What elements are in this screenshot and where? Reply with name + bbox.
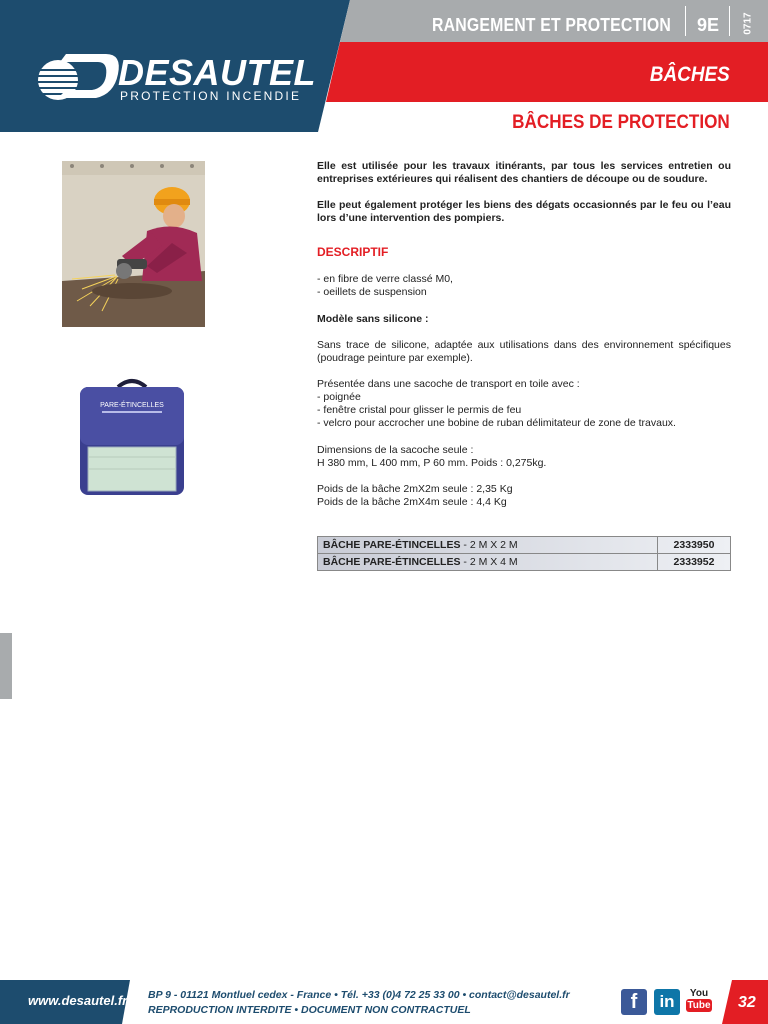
header-divider <box>729 6 730 36</box>
worker-grinding-photo <box>62 161 205 327</box>
youtube-icon-text-bottom: Tube <box>687 1000 711 1011</box>
bag-description <box>317 378 731 430</box>
weight-2x2: Poids de la bâche 2mX2m seule : 2,35 Kg <box>317 483 513 495</box>
page-title: BÂCHES DE PROTECTION <box>512 112 730 133</box>
product-name-cell: BÂCHE PARE-ÉTINCELLES - 2 M X 2 M <box>318 537 658 554</box>
list-item: - en fibre de verre classé M0, <box>317 273 453 285</box>
list-item: - poignée <box>317 391 361 403</box>
intro-paragraph-1: Elle est utilisée pour les travaux itinérants, par tous les services entretien ou entreprises extérieures qui réalisent des chantiers de découpe ou de soudure. <box>317 160 731 185</box>
category-title: RANGEMENT ET PROTECTION <box>432 15 672 35</box>
list-item: - oeillets de suspension <box>317 286 427 298</box>
category-code: 9E <box>697 15 720 35</box>
footer-legal: REPRODUCTION INTERDITE • DOCUMENT NON CONTRACTUEL <box>148 1004 471 1016</box>
bag-intro: Présentée dans une sacoche de transport en toile avec : <box>317 378 580 390</box>
product-code-cell: 2333950 <box>658 537 731 554</box>
model-heading: Modèle sans silicone : <box>317 313 429 325</box>
dimensions-value: H 380 mm, L 400 mm, P 60 mm. Poids : 0,275kg. <box>317 457 547 469</box>
side-tab-marker <box>0 633 12 699</box>
linkedin-icon[interactable]: in <box>654 989 680 1015</box>
product-name-cell: BÂCHE PARE-ÉTINCELLES - 2 M X 4 M <box>318 554 658 571</box>
bag-label: PARE-ÉTINCELLES <box>100 402 164 409</box>
youtube-icon-text-top: You <box>689 988 709 999</box>
product-code-cell: 2333952 <box>658 554 731 571</box>
bag-dimensions <box>317 444 731 470</box>
document-version: 0717 <box>742 12 754 35</box>
product-table <box>317 536 731 571</box>
section-title: BÂCHES <box>650 63 730 86</box>
facebook-icon[interactable]: f <box>621 989 647 1015</box>
descriptif-heading: DESCRIPTIF <box>317 245 389 259</box>
table-row <box>318 537 731 554</box>
header-divider <box>685 6 686 36</box>
descriptif-list <box>317 273 731 299</box>
desautel-logo-icon <box>36 50 122 102</box>
tarp-weights <box>317 483 731 509</box>
dimensions-label: Dimensions de la sacoche seule : <box>317 444 474 456</box>
table-row <box>318 554 731 571</box>
model-description: Sans trace de silicone, adaptée aux utilisations dans des environnement spécifiques (poudrage peinture par exemple). <box>317 339 731 364</box>
logo-wordmark: DESAUTEL <box>118 52 317 93</box>
transport-bag-photo <box>76 373 188 499</box>
weight-2x4: Poids de la bâche 2mX4m seule : 4,4 Kg <box>317 496 507 508</box>
page-number: 32 <box>738 994 756 1011</box>
youtube-icon[interactable] <box>686 988 712 1016</box>
intro-paragraph-2: Elle peut également protéger les biens des dégats occasionnés par le feu ou l’eau lors d’une intervention des pompiers. <box>317 199 731 224</box>
website-link[interactable]: www.desautel.fr <box>28 993 128 1008</box>
footer-address: BP 9 - 01121 Montluel cedex - France • Tél. +33 (0)4 72 25 33 00 • contact@desautel.fr <box>148 989 570 1001</box>
list-item: - fenêtre cristal pour glisser le permis de feu <box>317 404 522 416</box>
logo-tagline: PROTECTION INCENDIE <box>120 89 302 103</box>
list-item: - velcro pour accrocher une bobine de ruban délimitateur de zone de travaux. <box>317 417 676 429</box>
